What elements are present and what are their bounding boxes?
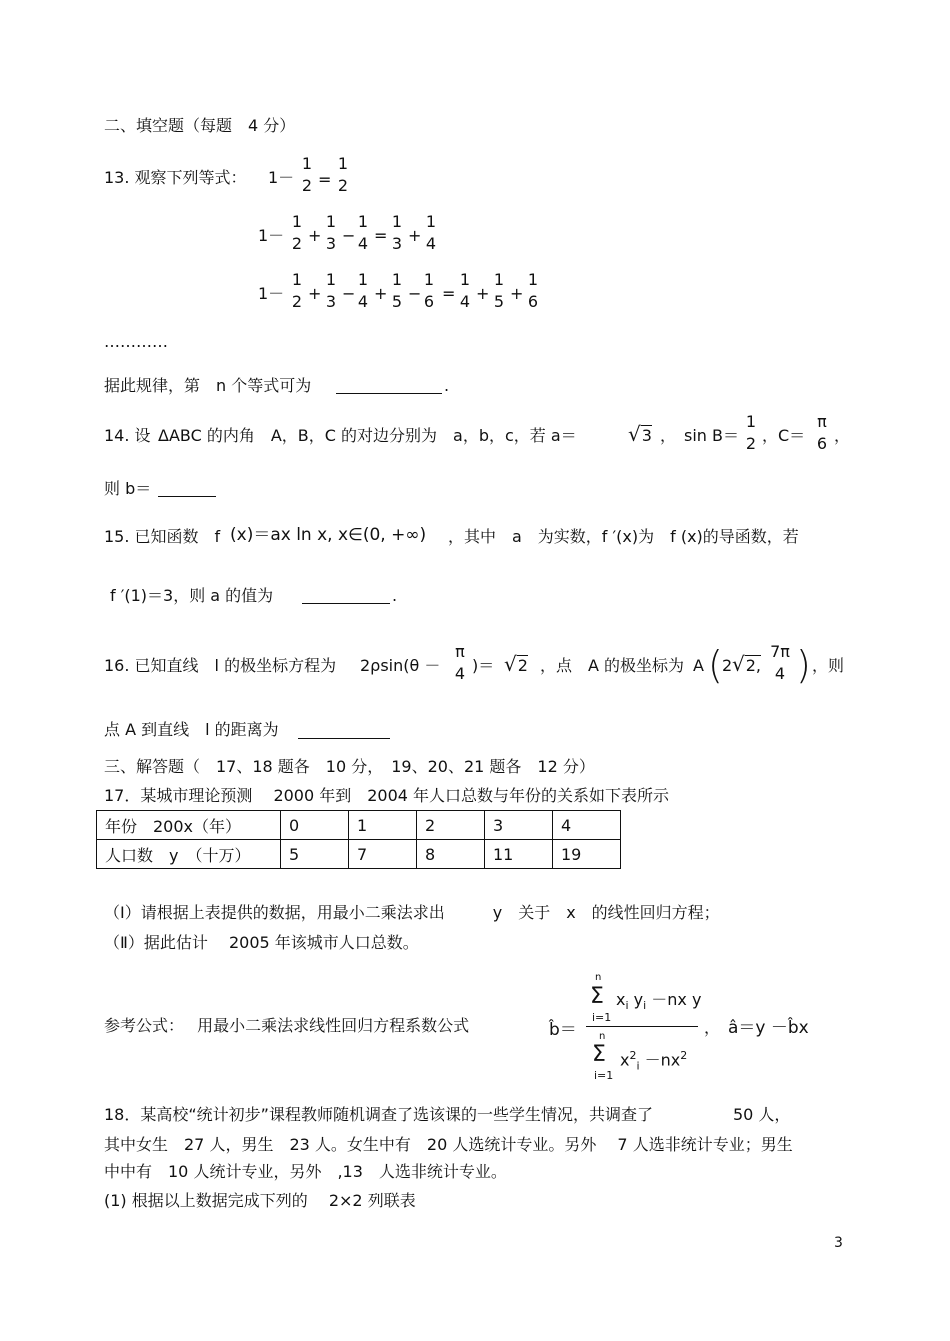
table-cell: 1 (349, 811, 417, 840)
question-part: （Ⅱ）据此估计 2005 年该城市人口总数。 (104, 933, 419, 952)
fraction: 1 3 (325, 270, 337, 311)
section-heading: 二、填空题（每题 4 分） (104, 116, 296, 135)
equation-line: 1－ (258, 226, 285, 245)
fraction: 1 2 (745, 412, 757, 453)
table-cell: 8 (417, 840, 485, 869)
question-label: 13. 观察下列等式： (104, 168, 247, 187)
sigma-symbol: Σ (590, 984, 604, 1009)
answer-blank[interactable] (158, 496, 216, 497)
question-text: ΔABC 的内角 A，B，C 的对边分别为 a，b，c，若 a＝ (158, 426, 577, 445)
fraction: 1 4 (357, 270, 369, 311)
table-cell: 2 (417, 811, 485, 840)
table-cell: 3 (485, 811, 553, 840)
question-text: 17．某城市理论预测 2000 年到 2004 年人口总数与年份的关系如下表所示 (104, 786, 670, 805)
table-row (97, 840, 621, 869)
table-cell: 7 (349, 840, 417, 869)
fraction: 7π 4 (770, 642, 790, 683)
table-row (97, 811, 621, 840)
fraction: 1 4 (425, 212, 437, 253)
fraction: 1 2 (291, 270, 303, 311)
answer-blank[interactable] (336, 393, 442, 394)
question-text: 18．某高校“统计初步”课程教师随机调查了选该课的一些学生情况，共调查了 50 人， (104, 1105, 791, 1124)
reference-formula-label: 参考公式： 用最小二乘法求线性回归方程系数公式 (104, 1016, 470, 1035)
question-text: 中中有 10 人统计专业，另外 ,13 人选非统计专业。 (104, 1162, 507, 1181)
fraction: π 4 (454, 642, 466, 683)
fraction: 1 6 (423, 270, 435, 311)
table-cell: 5 (281, 840, 349, 869)
section-heading: 三、解答题（ 17、18 题各 10 分， 19、20、21 题各 12 分） (104, 757, 595, 776)
fraction: 1 3 (325, 212, 337, 253)
fraction-bar (586, 1026, 698, 1027)
question-text: 则 b＝ (104, 479, 152, 498)
ellipsis: ………… (104, 332, 168, 351)
fraction: 1 5 (493, 270, 505, 311)
question-text: f ′(1)＝3，则 a 的值为 (110, 586, 274, 605)
fraction: π 6 (816, 412, 828, 453)
fraction: 1 2 (301, 154, 313, 195)
population-table (96, 810, 621, 869)
equals-sign: = (318, 170, 332, 189)
answer-blank[interactable] (302, 603, 390, 604)
question-text: 其中女生 27 人，男生 23 人。女生中有 20 人选统计专业。另外 7 人选非统计专业；男生 (104, 1135, 793, 1154)
fraction: 1 2 (291, 212, 303, 253)
fraction: 1 6 (527, 270, 539, 311)
function-expression: (x)＝ax ln x, x∈(0, +∞) (230, 525, 427, 545)
fraction: 1 3 (391, 212, 403, 253)
table-cell: 19 (553, 840, 621, 869)
polar-equation: 2ρsin(θ － (360, 656, 441, 675)
question-part: （Ⅰ）请根据上表提供的数据，用最小二乘法求出 y 关于 x 的线性回归方程； (104, 903, 720, 922)
equation-line: 1－ (258, 284, 285, 303)
fraction: 1 4 (459, 270, 471, 311)
fraction: 1 2 (337, 154, 349, 195)
equation-term: 1－ (268, 168, 295, 187)
sqrt-sign: √3 (628, 422, 652, 446)
left-paren: ( (708, 643, 723, 687)
question-text: 点 A 到直线 l 的距离为 (104, 720, 279, 739)
table-cell: 年份 200x（年） (97, 811, 281, 840)
table-cell: 4 (553, 811, 621, 840)
sqrt-sign: √2 (504, 652, 528, 676)
fraction: 1 5 (391, 270, 403, 311)
sqrt-sign: √2, (732, 652, 762, 676)
table-cell: 0 (281, 811, 349, 840)
question-text: 据此规律，第 n 个等式可为 (104, 376, 312, 395)
table-cell: 人口数 y （十万） (97, 840, 281, 869)
right-paren: ) (796, 643, 811, 687)
answer-blank[interactable] (298, 738, 390, 739)
fraction: 1 4 (357, 212, 369, 253)
page-number: 3 (834, 1235, 843, 1251)
question-text: ，其中 a 为实数，f ′(x)为 f (x)的导函数，若 (448, 527, 799, 546)
sigma-symbol: Σ (592, 1042, 606, 1067)
table-cell: 11 (485, 840, 553, 869)
question-part: (1) 根据以上数据完成下列的 2×2 列联表 (104, 1191, 416, 1210)
